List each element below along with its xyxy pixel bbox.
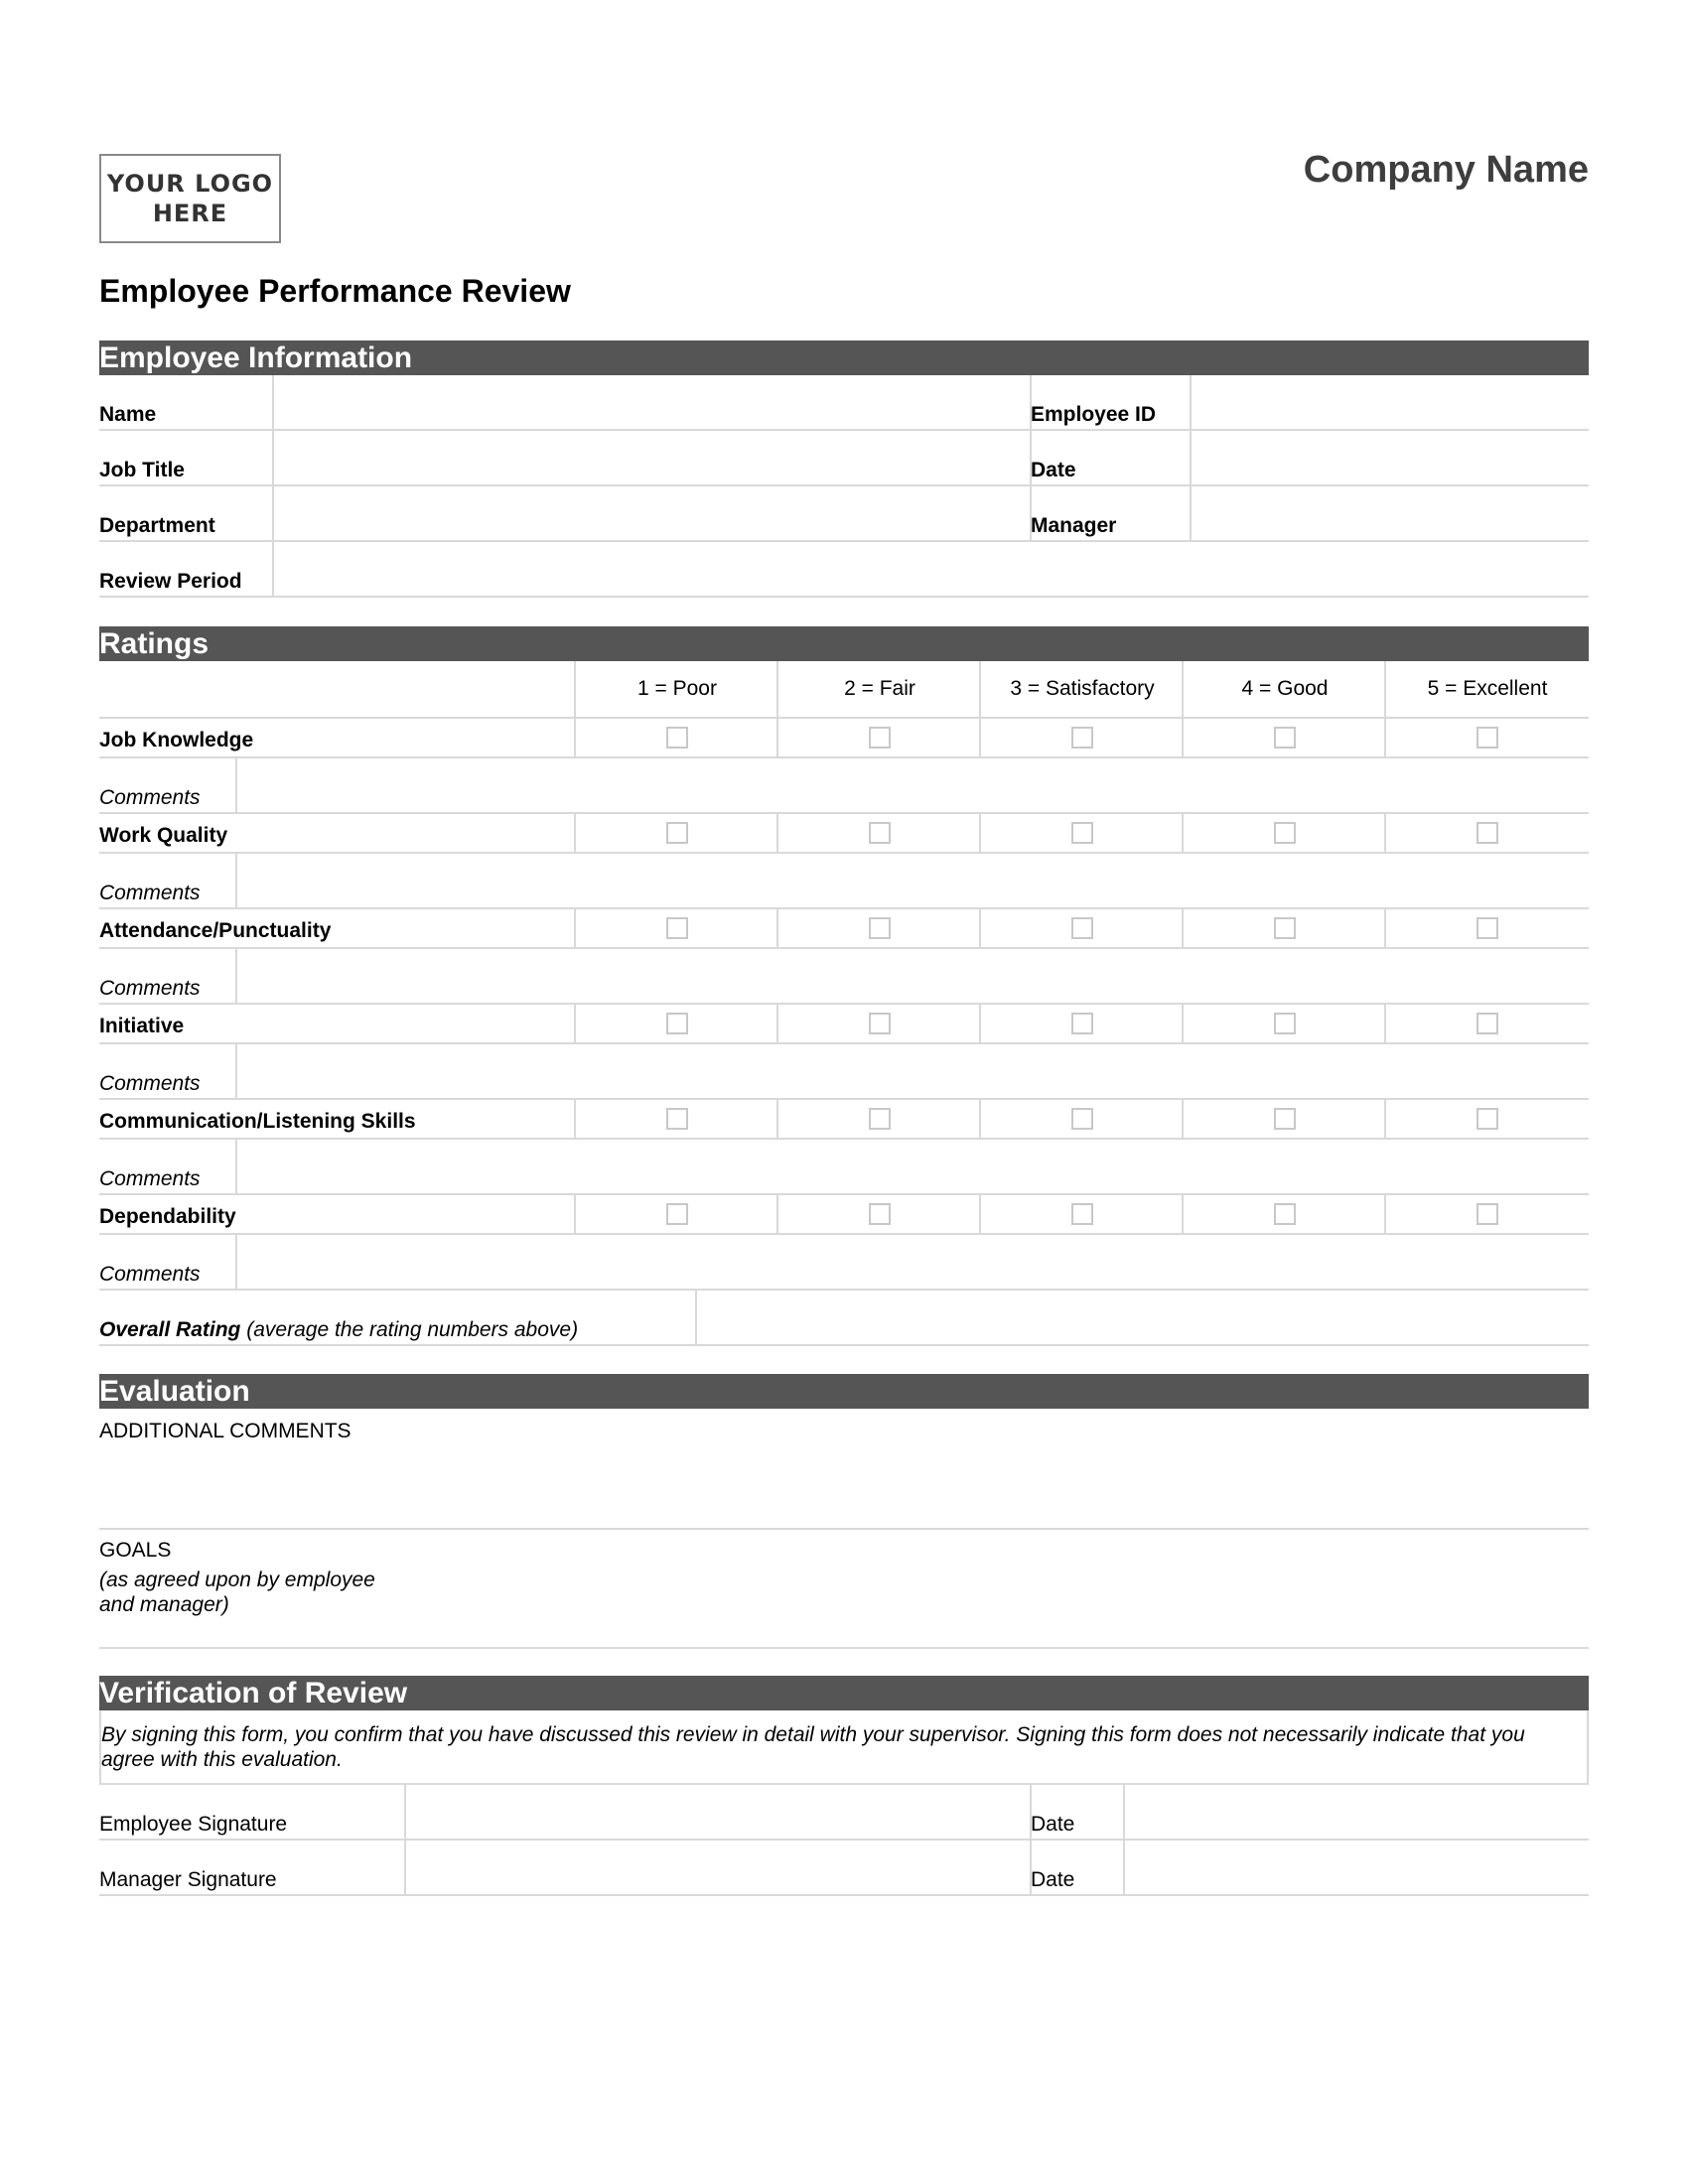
row-review-period xyxy=(99,542,1589,598)
comments-label: Comments xyxy=(99,977,201,1000)
rating-row-work-quality xyxy=(99,814,1589,854)
department-field[interactable] xyxy=(274,486,854,540)
job-title-label: Job Title xyxy=(99,459,185,481)
comments-row-job-knowledge xyxy=(99,758,1589,814)
rating-category-label: Initiative xyxy=(99,1015,185,1037)
employee-id-label: Employee ID xyxy=(1031,403,1157,426)
rating-checkbox-dependability-2[interactable] xyxy=(869,1203,891,1225)
rating-scale-1: 1 = Poor xyxy=(637,677,717,700)
comments-field-dependability[interactable] xyxy=(237,1235,1589,1289)
rating-checkbox-communication-listening-skills-1[interactable] xyxy=(666,1108,688,1130)
employee-signature-date-label: Date xyxy=(1031,1813,1075,1836)
comments-row-communication-listening-skills xyxy=(99,1140,1589,1195)
row-job-title xyxy=(99,431,1589,486)
overall-rating-field[interactable] xyxy=(697,1291,1589,1344)
rating-checkbox-work-quality-5[interactable] xyxy=(1477,822,1498,844)
rating-checkbox-communication-listening-skills-3[interactable] xyxy=(1071,1108,1093,1130)
goals-field[interactable] xyxy=(99,1530,1589,1647)
overall-rating-note: (average the rating numbers above) xyxy=(246,1318,579,1341)
employee-id-field[interactable] xyxy=(1192,375,1589,429)
manager-signature-label: Manager Signature xyxy=(99,1868,277,1891)
rating-row-communication-listening-skills xyxy=(99,1100,1589,1140)
comments-field-initiative[interactable] xyxy=(237,1044,1589,1098)
comments-row-work-quality xyxy=(99,854,1589,909)
rating-row-dependability xyxy=(99,1195,1589,1235)
comments-label: Comments xyxy=(99,882,201,904)
rating-category-label: Dependability xyxy=(99,1205,236,1228)
rating-scale-5: 5 = Excellent xyxy=(1427,677,1548,700)
rating-checkbox-attendance-punctuality-4[interactable] xyxy=(1274,917,1296,939)
review-period-field[interactable] xyxy=(274,542,1589,596)
manager-signature-date-field[interactable] xyxy=(1125,1841,1589,1894)
goals-note-line-2: and manager) xyxy=(99,1593,229,1616)
manager-field[interactable] xyxy=(1192,486,1589,540)
rating-scale-3: 3 = Satisfactory xyxy=(1010,677,1155,700)
manager-signature-field[interactable] xyxy=(406,1841,1029,1894)
manager-label: Manager xyxy=(1031,514,1117,537)
rating-checkbox-dependability-1[interactable] xyxy=(666,1203,688,1225)
rating-category-label: Communication/Listening Skills xyxy=(99,1110,416,1133)
manager-signature-date-label: Date xyxy=(1031,1868,1075,1891)
rating-checkbox-job-knowledge-4[interactable] xyxy=(1274,727,1296,749)
name-field[interactable] xyxy=(274,375,854,429)
rating-checkbox-work-quality-1[interactable] xyxy=(666,822,688,844)
rating-checkbox-job-knowledge-2[interactable] xyxy=(869,727,891,749)
company-name: Company Name xyxy=(1303,149,1589,191)
comments-label: Comments xyxy=(99,786,201,809)
comments-label: Comments xyxy=(99,1072,201,1095)
logo-placeholder: YOUR LOGO HERE xyxy=(99,154,281,243)
rating-category-label: Attendance/Punctuality xyxy=(99,919,332,942)
goals-note-line-1: (as agreed upon by employee xyxy=(99,1569,375,1591)
rating-checkbox-initiative-5[interactable] xyxy=(1477,1013,1498,1034)
ratings-scale-header xyxy=(99,661,1589,719)
rating-checkbox-communication-listening-skills-4[interactable] xyxy=(1274,1108,1296,1130)
rating-checkbox-communication-listening-skills-2[interactable] xyxy=(869,1108,891,1130)
rating-scale-2: 2 = Fair xyxy=(844,677,915,700)
verification-statement: By signing this form, you confirm that you have discussed this review in detail with your supervisor. Signing this form does not necessarily indicate that you agree with this evaluation. xyxy=(99,1710,1589,1785)
rating-checkbox-initiative-3[interactable] xyxy=(1071,1013,1093,1034)
job-title-field[interactable] xyxy=(274,431,854,484)
comments-field-work-quality[interactable] xyxy=(237,854,1589,907)
rating-checkbox-work-quality-3[interactable] xyxy=(1071,822,1093,844)
section-verification: Verification of Review xyxy=(99,1676,1589,1710)
rating-checkbox-dependability-4[interactable] xyxy=(1274,1203,1296,1225)
row-manager-signature xyxy=(99,1841,1589,1896)
form-title: Employee Performance Review xyxy=(99,273,571,309)
review-period-label: Review Period xyxy=(99,570,242,593)
rating-row-attendance-punctuality xyxy=(99,909,1589,949)
comments-field-attendance-punctuality[interactable] xyxy=(237,949,1589,1003)
overall-rating-label: Overall Rating (average the rating numbers above) xyxy=(99,1318,579,1341)
goals-label: GOALS xyxy=(99,1539,172,1562)
rating-category-label: Job Knowledge xyxy=(99,729,254,751)
row-overall-rating xyxy=(99,1291,1589,1346)
rating-checkbox-job-knowledge-1[interactable] xyxy=(666,727,688,749)
row-name xyxy=(99,375,1589,431)
comments-label: Comments xyxy=(99,1263,201,1286)
comments-field-job-knowledge[interactable] xyxy=(237,758,1589,812)
rating-row-initiative xyxy=(99,1005,1589,1044)
rating-checkbox-job-knowledge-3[interactable] xyxy=(1071,727,1093,749)
rating-checkbox-dependability-5[interactable] xyxy=(1477,1203,1498,1225)
employee-signature-date-field[interactable] xyxy=(1125,1785,1589,1839)
rating-checkbox-initiative-4[interactable] xyxy=(1274,1013,1296,1034)
rating-checkbox-attendance-punctuality-1[interactable] xyxy=(666,917,688,939)
rating-checkbox-work-quality-4[interactable] xyxy=(1274,822,1296,844)
comments-field-communication-listening-skills[interactable] xyxy=(237,1140,1589,1193)
section-employee-information: Employee Information xyxy=(99,341,1589,375)
employee-signature-field[interactable] xyxy=(406,1785,1029,1839)
name-label: Name xyxy=(99,403,157,426)
rating-checkbox-job-knowledge-5[interactable] xyxy=(1477,727,1498,749)
comments-row-initiative xyxy=(99,1044,1589,1100)
rating-checkbox-attendance-punctuality-3[interactable] xyxy=(1071,917,1093,939)
additional-comments-label: ADDITIONAL COMMENTS xyxy=(99,1420,352,1442)
row-employee-signature xyxy=(99,1785,1589,1841)
rating-checkbox-initiative-1[interactable] xyxy=(666,1013,688,1034)
rating-checkbox-initiative-2[interactable] xyxy=(869,1013,891,1034)
rating-checkbox-communication-listening-skills-5[interactable] xyxy=(1477,1108,1498,1130)
date-field[interactable] xyxy=(1192,431,1589,484)
rating-row-job-knowledge xyxy=(99,719,1589,758)
department-label: Department xyxy=(99,514,215,537)
comments-label: Comments xyxy=(99,1167,201,1190)
section-ratings: Ratings xyxy=(99,626,1589,661)
rating-scale-4: 4 = Good xyxy=(1241,677,1329,700)
rating-category-label: Work Quality xyxy=(99,824,228,847)
row-department xyxy=(99,486,1589,542)
section-evaluation: Evaluation xyxy=(99,1374,1589,1409)
employee-signature-label: Employee Signature xyxy=(99,1813,288,1836)
rating-checkbox-dependability-3[interactable] xyxy=(1071,1203,1093,1225)
comments-row-attendance-punctuality xyxy=(99,949,1589,1005)
comments-row-dependability xyxy=(99,1235,1589,1291)
rating-checkbox-attendance-punctuality-5[interactable] xyxy=(1477,917,1498,939)
date-label: Date xyxy=(1031,459,1076,481)
additional-comments-field[interactable] xyxy=(99,1409,1589,1528)
rating-checkbox-attendance-punctuality-2[interactable] xyxy=(869,917,891,939)
rating-checkbox-work-quality-2[interactable] xyxy=(869,822,891,844)
